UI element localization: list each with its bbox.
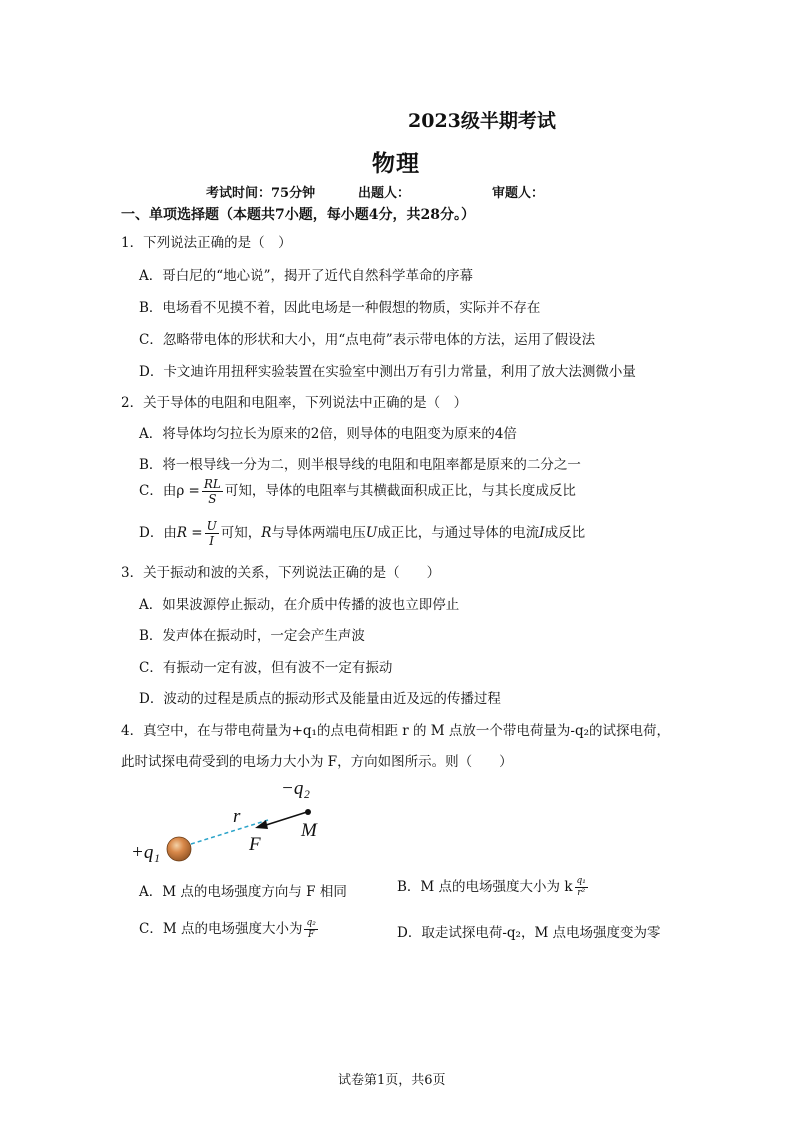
q2-d-text3: 成正比，与通过导体的电流 xyxy=(377,525,540,541)
reviewer-label: 审题人： xyxy=(492,186,545,201)
subject-title: 物理 xyxy=(372,150,420,177)
q1-option-b: B．电场看不见摸不着，因此电场是一种假想的物质，实际并不存在 xyxy=(139,300,541,316)
q2-d-text1: 可知， xyxy=(220,525,262,541)
q2-c-numerator: RL xyxy=(203,477,221,491)
force-arrow-head xyxy=(255,820,268,829)
q1-option-d: D．卡文迪许用扭秤实验装置在实验室中测出万有引力常量，利用了放大法测微小量 xyxy=(139,364,636,380)
point-m-dot xyxy=(305,809,311,815)
setter-label: 出题人： xyxy=(358,186,411,201)
q1-stem: 1．下列说法正确的是（ ） xyxy=(121,235,292,251)
q1-option-a: A．哥白尼的“地心说”，揭开了近代自然科学革命的序幕 xyxy=(139,268,474,284)
q2-option-c xyxy=(139,474,576,508)
q2-d-prefix: D．由 xyxy=(139,525,177,541)
q4-stem-line2: 此时试探电荷受到的电场力大小为 F，方向如图所示。则（ ） xyxy=(121,754,513,770)
q2-option-b: B．将一根导线一分为二，则半根导线的电阻和电阻率都是原来的二分之一 xyxy=(139,457,581,473)
q3-option-d: D．波动的过程是质点的振动形式及能量由近及远的传播过程 xyxy=(139,691,501,707)
q3-option-b: B．发声体在振动时，一定会产生声波 xyxy=(139,628,365,644)
q4-option-c xyxy=(139,914,320,944)
q2-label: −q₂ xyxy=(281,778,310,799)
q2-d-text4: 成反比 xyxy=(544,525,586,541)
q4-b-fraction xyxy=(575,877,588,898)
q4-c-denominator: F xyxy=(308,930,315,940)
q4-option-a: A．M 点的电场强度方向与 F 相同 xyxy=(139,884,347,900)
charge-q1-ball xyxy=(167,837,191,861)
q2-d-i: I xyxy=(539,525,545,541)
q3-option-c: C．有振动一定有波，但有波不一定有振动 xyxy=(139,660,393,676)
q4-c-prefix: C．M 点的电场强度大小为 xyxy=(139,921,303,937)
page-footer: 试卷第1页，共6页 xyxy=(338,1073,446,1088)
q1-option-c: C．忽略带电体的形状和大小，用“点电荷”表示带电体的方法，运用了假设法 xyxy=(139,332,596,348)
q3-stem: 3．关于振动和波的关系，下列说法正确的是（ ） xyxy=(121,565,441,581)
q2-d-numerator: U xyxy=(206,519,217,533)
exam-title: 2023级半期考试 xyxy=(408,110,556,132)
q2-c-fraction xyxy=(202,478,223,505)
q2-d-text2: 与导体两端电压 xyxy=(271,525,366,541)
q4-c-fraction xyxy=(304,919,317,940)
m-label: M xyxy=(301,820,317,841)
q4-figure xyxy=(125,770,355,870)
q4-option-d: D．取走试探电荷-q₂，M 点电场强度变为零 xyxy=(397,925,661,941)
q4-stem-line1: 4．真空中，在与带电荷量为+q₁的点电荷相距 r 的 M 点放一个带电荷量为-q₂的试探电荷， xyxy=(121,723,671,739)
q4-b-denominator: r² xyxy=(577,888,586,898)
q2-c-denominator: S xyxy=(208,492,217,506)
q3-option-a: A．如果波源停止振动，在介质中传播的波也立即停止 xyxy=(139,597,460,613)
exam-time: 考试时间：75分钟 xyxy=(206,186,316,201)
q2-d-denominator: I xyxy=(209,534,215,548)
q2-option-a: A．将导体均匀拉长为原来的2倍，则导体的电阻变为原来的4倍 xyxy=(139,426,517,442)
q2-c-text: 可知，导体的电阻率与其横截面积成正比，与其长度成反比 xyxy=(224,483,576,499)
q4-b-numerator: q₁ xyxy=(576,876,586,886)
q4-option-b xyxy=(397,872,590,902)
q4-b-prefix: B．M 点的电场强度大小为 k xyxy=(397,879,573,895)
q2-d-u: U xyxy=(365,525,378,541)
q2-stem: 2．关于导体的电阻和电阻率，下列说法中正确的是（ ） xyxy=(121,395,468,411)
section-heading: 一、单项选择题（本题共7小题，每小题4分，共28分。） xyxy=(121,207,475,223)
q1-label: +q₁ xyxy=(131,842,160,863)
q4-c-numerator: q₂ xyxy=(306,918,316,928)
f-label: F xyxy=(249,834,261,855)
q2-d-r: R xyxy=(261,525,272,541)
q2-d-eq: = xyxy=(187,525,203,541)
r-label: r xyxy=(233,806,241,827)
q2-option-d xyxy=(139,516,585,550)
q2-c-prefix: C．由ρ = xyxy=(139,483,200,499)
q2-d-fraction xyxy=(205,520,219,547)
q2-d-var-r: R xyxy=(176,525,187,541)
